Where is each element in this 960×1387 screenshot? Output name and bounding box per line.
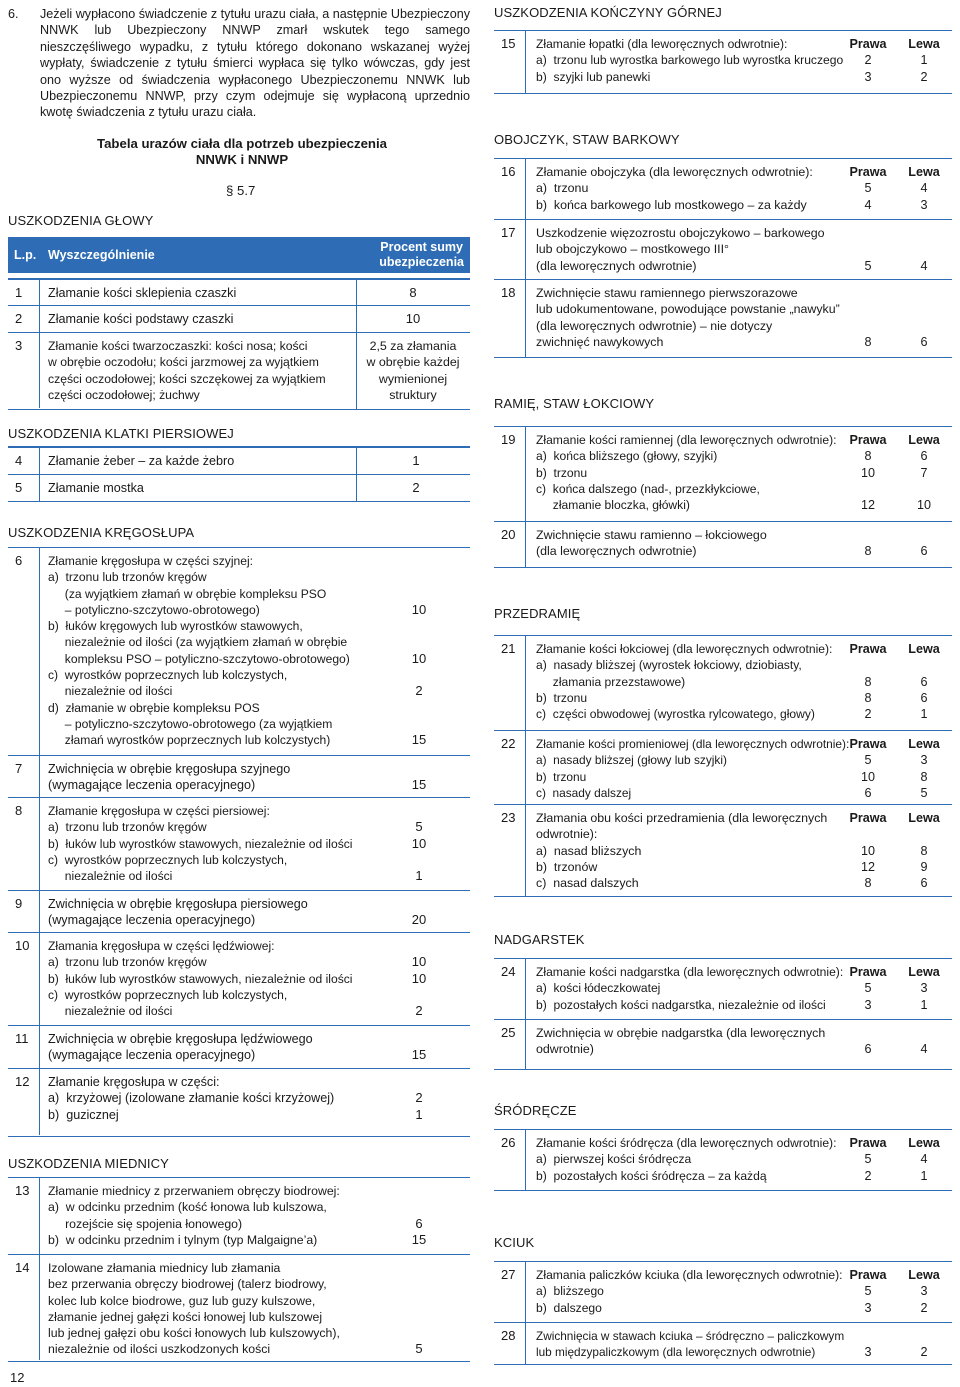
row-description: Złamanie kości nadgarstka (dla leworęcznych odwrotnie): a) kości łódeczkowatej b) pozostałych kości nadgarstka, niezależnie od ilości	[536, 965, 844, 1012]
col-prawa: Prawa	[849, 37, 887, 51]
table-row	[8, 755, 470, 797]
table-clavicle	[494, 158, 952, 358]
row-description: Złamania paliczków kciuka (dla leworęcznych odwrotnie): a) bliższego b) dalszego	[536, 1268, 843, 1315]
table-chest	[8, 446, 470, 502]
value-prawa: 8 8 2	[864, 674, 872, 722]
section-heading-upper-limb: USZKODZENIA KOŃCZYNY GÓRNEJ	[494, 5, 722, 20]
col-prawa: Prawa	[849, 965, 887, 979]
row-description: Izolowane złamania miednicy lub złamania bez przerwania obręczy biodrowej (talerz biodrowy, kolec lub kolce biodrowe, guz lub guzy kulszowe, złamanie jednej gałęzi kości łonowej lub kulszowej lub jednej gałęzi obu kości łonowych lub kulszowych), niezależnie od ilości uszkodzonych kości	[48, 1261, 340, 1357]
row-description: Zwichnięcie stawu ramienno – łokciowego (dla leworęcznych odwrotnie)	[536, 528, 767, 559]
table-row	[494, 219, 952, 279]
row-value: 2	[412, 480, 420, 495]
table-row	[494, 1262, 952, 1322]
table-forearm	[494, 635, 952, 897]
section-heading-thumb: KCIUK	[494, 1235, 535, 1250]
row-number: 25	[494, 1020, 526, 1069]
value-prawa: 8	[864, 334, 872, 349]
col-prawa: Prawa	[849, 737, 887, 751]
value-prawa: 5 10 6	[860, 753, 875, 800]
table-row	[8, 305, 470, 332]
row-number: 28	[494, 1323, 526, 1364]
table-header	[8, 237, 470, 273]
table-row	[494, 804, 952, 896]
table-row	[494, 1129, 952, 1191]
row-number: 3	[8, 333, 40, 408]
row-value: 5	[415, 1341, 423, 1357]
value-lewa: 3 8 5	[920, 753, 928, 800]
value-prawa: 10 12 8	[860, 843, 875, 891]
row-description: Zwichnięcia w stawach kciuka – śródręczno – paliczkowym lub międzypaliczkowym (dla leworęcznych odwrotnie)	[536, 1329, 845, 1360]
table-row	[8, 474, 470, 501]
section-heading-pelvis: USZKODZENIA MIEDNICY	[8, 1156, 169, 1171]
row-number: 2	[8, 306, 40, 332]
col-lewa: Lewa	[908, 433, 940, 447]
row-number: 13	[8, 1178, 40, 1254]
section-heading-arm: RAMIĘ, STAW ŁOKCIOWY	[494, 396, 655, 411]
table-row	[8, 332, 470, 408]
row-description: Zwichnięcia w obrębie kręgosłupa piersiowego (wymagające leczenia operacyjnego)	[48, 897, 308, 928]
table-row	[8, 548, 470, 755]
col-lewa: Lewa	[908, 965, 940, 979]
row-value: 15	[411, 777, 427, 793]
value-lewa: 2	[920, 1345, 928, 1360]
value-lewa: 1 2	[920, 53, 928, 84]
value-lewa: 6	[920, 334, 928, 349]
header-lp: L.p.	[14, 248, 37, 262]
row-number: 1	[8, 280, 40, 305]
table-row	[8, 932, 470, 1025]
section-heading-wrist: NADGARSTEK	[494, 932, 585, 947]
row-value: 5 10 1	[411, 819, 427, 884]
row-number: 24	[494, 959, 526, 1019]
title-line-1: Tabela urazów ciała dla potrzeb ubezpieczenia	[97, 136, 387, 151]
row-description: Złamanie kręgosłupa w części szyjnej: a) trzonu lub trzonów kręgów (za wyjątkiem złamań w obrębie kompleksu PSO – potyliczno-szczytowo-obrotowego) b) łuków kręgowych lub wyrostków stawowych, niezależnie od ilości (za wyjątkiem złamań w obrębie kompleksu PSO – potyliczno-szczytowo-obrotowego) c) wyrostków poprzecznych lub kolczystych, niezależnie od ilości d) złamanie w obrębie kompleksu POS – potyliczno-szczytowo-obrotowego (za wyjątkiem złamań wyrostków poprzecznych lub kolczystych)	[48, 554, 350, 748]
table-spine	[8, 547, 470, 1137]
row-value: 10 10 2 15	[411, 601, 427, 748]
section-heading-head: USZKODZENIA GŁOWY	[8, 213, 154, 228]
row-description: Złamanie łopatki (dla leworęcznych odwrotnie): a) trzonu lub wyrostka barkowego lub wyrostka kruczego b) szyjki lub panewki	[536, 37, 844, 84]
table-title	[82, 136, 402, 168]
row-description: Złamanie kości twarzoczaszki: kości nosa; kości w obrębie oczodołu; kości jarzmowej za wyjątkiem części oczodołowej; kości szczękowej za wyjątkiem części oczodołowej; żuchwy	[48, 339, 326, 402]
value-lewa: 8 9 6	[920, 843, 928, 891]
value-lewa: 4 3	[920, 181, 928, 212]
row-number: 20	[494, 522, 526, 567]
row-description: Złamanie obojczyka (dla leworęcznych odwrotnie): a) trzonu b) końca barkowego lub mostkowego – za każdy	[536, 165, 813, 212]
row-number: 15	[494, 31, 526, 93]
table-row	[8, 1254, 470, 1360]
section-heading-metacarpus: ŚRÓDRĘCZE	[494, 1103, 577, 1118]
value-lewa: 6 6 1	[920, 674, 928, 722]
intro-paragraph	[8, 6, 470, 121]
row-description: Złamanie kości łokciowej (dla leworęcznych odwrotnie): a) nasady bliższej (wyrostek łokciowy, dziobiasty, złamania przezstawowe) b) trzonu c) części obwodowej (wyrostka rylcowatego, głowy)	[536, 642, 833, 722]
table-row	[494, 30, 952, 94]
col-lewa: Lewa	[908, 1268, 940, 1282]
paragraph-reference: § 5.7	[226, 183, 256, 198]
row-number: 21	[494, 636, 526, 730]
value-lewa: 3 1	[920, 981, 928, 1012]
table-row	[494, 427, 952, 521]
table-row	[494, 959, 952, 1019]
value-prawa: 8 10 12	[860, 449, 875, 513]
row-value: 2,5 za złamania w obrębie każdej wymienionej struktury	[366, 339, 460, 402]
table-row	[494, 279, 952, 357]
header-percent-line2: ubezpieczenia	[379, 255, 464, 269]
row-value: 15	[411, 1047, 427, 1063]
table-pelvis	[8, 1177, 470, 1362]
section-heading-chest: USZKODZENIA KLATKI PIERSIOWEJ	[8, 426, 234, 441]
row-description: Złamanie miednicy z przerwaniem obręczy biodrowej: a) w odcinku przednim (kość łonowa lub kulszowa, rozejście się spojenia łonowego) b) w odcinku przednim i tylnym (typ Malgaigne’a)	[48, 1184, 340, 1247]
row-description: Zwichnięcie stawu ramiennego pierwszorazowe lub udokumentowane, powodujące powstanie „nawyku” (dla leworęcznych odwrotnie) – nie dotyczy zwichnięć nawykowych	[536, 286, 840, 349]
row-number: 22	[494, 731, 526, 804]
row-description: Złamanie żeber – za każde żebro	[48, 454, 235, 468]
section-heading-forearm: PRZEDRAMIĘ	[494, 606, 581, 621]
row-number: 14	[8, 1255, 40, 1360]
table-row	[494, 1322, 952, 1364]
col-prawa: Prawa	[849, 165, 887, 179]
row-number: 19	[494, 427, 526, 521]
table-row	[494, 1019, 952, 1069]
value-prawa: 5 3	[864, 1284, 872, 1315]
page-number: 12	[10, 1370, 25, 1385]
row-number: 4	[8, 448, 40, 474]
row-description: Złamanie kości promieniowej (dla leworęcznych odwrotnie): a) nasady bliższej (głowy lub szyjki) b) trzonu c) nasady dalszej	[536, 737, 850, 800]
col-lewa: Lewa	[908, 165, 940, 179]
row-description: Złamania obu kości przedramienia (dla leworęcznych odwrotnie): a) nasad bliższych b) trzonów c) nasad dalszych	[536, 811, 828, 891]
row-number: 9	[8, 891, 40, 932]
value-lewa: 4 1	[920, 1152, 928, 1183]
section-heading-spine: USZKODZENIA KRĘGOSŁUPA	[8, 525, 195, 540]
col-prawa: Prawa	[849, 642, 887, 656]
row-number: 8	[8, 798, 40, 890]
row-description: Złamanie kości śródręcza (dla leworęcznych odwrotnie): a) pierwszej kości śródręcza b) pozostałych kości śródręcza – za każdą	[536, 1136, 837, 1183]
row-value: 10 10 2	[411, 954, 427, 1019]
row-number: 16	[494, 159, 526, 219]
row-description: Złamanie kości sklepienia czaszki	[48, 286, 237, 300]
row-number: 26	[494, 1130, 526, 1190]
row-description: Złamanie kości ramiennej (dla leworęcznych odwrotnie): a) końca bliższego (głowy, szyjki) b) trzonu c) końca dalszego (nad-, przezkłykciowe, złamanie bloczka, główki)	[536, 433, 837, 513]
row-number: 5	[8, 475, 40, 501]
table-row	[8, 890, 470, 932]
row-description: Złamanie kości podstawy czaszki	[48, 312, 234, 326]
value-lewa: 4	[920, 1042, 928, 1057]
row-description: Złamania kręgosłupa w części lędźwiowej: a) trzonu lub trzonów kręgów b) łuków lub wyrostków stawowych, niezależnie od ilości c) wyrostków poprzecznych lub kolczystych, niezależnie od ilości	[48, 939, 353, 1019]
row-number: 18	[494, 280, 526, 357]
row-value: 20	[411, 912, 427, 928]
table-wrist	[494, 958, 952, 1070]
col-lewa: Lewa	[908, 1136, 940, 1150]
col-prawa: Prawa	[849, 433, 887, 447]
row-number: 17	[494, 220, 526, 279]
value-prawa: 3	[864, 1345, 872, 1360]
header-description: Wyszczególnienie	[48, 248, 155, 262]
row-description: Zwichnięcia w obrębie nadgarstka (dla leworęcznych odwrotnie)	[536, 1026, 826, 1057]
row-value: 1	[412, 453, 420, 468]
row-number: 11	[8, 1026, 40, 1068]
row-value: 2 1	[415, 1090, 423, 1122]
value-lewa: 3 2	[920, 1284, 928, 1315]
col-lewa: Lewa	[908, 737, 940, 751]
row-number: 6	[8, 548, 40, 755]
row-value: 10	[405, 311, 421, 326]
row-number: 27	[494, 1262, 526, 1322]
row-description: Złamanie kręgosłupa w części: a) krzyżowej (izolowane złamanie kości krzyżowej) b) guzicznej	[48, 1075, 335, 1122]
row-number: 12	[8, 1069, 40, 1135]
table-head	[8, 278, 470, 410]
table-row	[494, 159, 952, 219]
col-lewa: Lewa	[908, 642, 940, 656]
row-value: 6 15	[411, 1215, 427, 1247]
col-prawa: Prawa	[849, 1136, 887, 1150]
value-prawa: 5 3	[864, 981, 872, 1012]
value-prawa: 8	[864, 544, 872, 559]
section-heading-clavicle: OBOJCZYK, STAW BARKOWY	[494, 132, 680, 147]
col-lewa: Lewa	[908, 37, 940, 51]
value-lewa: 6 7 10	[916, 449, 931, 513]
row-description: Uszkodzenie więzozrostu obojczykowo – barkowego lub obojczykowo – mostkowego III° (dla leworęcznych odwrotnie)	[536, 226, 825, 273]
table-row	[494, 730, 952, 804]
table-row	[8, 447, 470, 474]
value-prawa: 5 2	[864, 1152, 872, 1183]
intro-number: 6.	[8, 7, 19, 21]
header-percent	[379, 240, 464, 270]
table-thumb	[494, 1261, 952, 1365]
row-description: Złamanie kręgosłupa w części piersiowej: a) trzonu lub trzonów kręgów b) łuków lub wyrostków stawowych, niezależnie od ilości c) wyrostków poprzecznych lub kolczystych, niezależnie od ilości	[48, 804, 353, 884]
value-prawa: 5	[864, 258, 872, 273]
table-arm	[494, 426, 952, 568]
table-row	[8, 797, 470, 890]
row-description: Zwichnięcia w obrębie kręgosłupa szyjnego (wymagające leczenia operacyjnego)	[48, 762, 291, 793]
row-number: 10	[8, 933, 40, 1025]
value-prawa: 2 3	[864, 53, 872, 84]
row-number: 23	[494, 805, 526, 896]
value-prawa: 6	[864, 1042, 872, 1057]
intro-text: Jeżeli wypłacono świadczenie z tytułu urazu ciała, a następnie Ubezpieczony NNWK lub Ubezpieczony NNWP zmarł wskutek tego samego nieszczęśliwego wypadku, z tytułu którego dokonano wskazanej wyżej wypłaty, świadczenie z tytułu śmierci wypłaca się tylko wówczas, gdy jest ono wyższe od świadczenia wypłaconego Ubezpieczonemu NNWK lub Ubezpieczonemu NNWP, przy czym odejmuje się wypłaconą uprzednio kwotę świadczenia z tytułu urazu ciała.	[40, 7, 470, 120]
table-row	[8, 279, 470, 305]
col-prawa: Prawa	[849, 811, 887, 825]
table-row	[494, 521, 952, 567]
value-lewa: 4	[920, 258, 928, 273]
row-number: 7	[8, 756, 40, 797]
row-value: 8	[409, 285, 417, 300]
col-lewa: Lewa	[908, 811, 940, 825]
row-description: Zwichnięcia w obrębie kręgosłupa lędźwiowego (wymagające leczenia operacyjnego)	[48, 1032, 313, 1063]
table-row	[8, 1025, 470, 1068]
col-prawa: Prawa	[849, 1268, 887, 1282]
row-description: Złamanie mostka	[48, 481, 144, 495]
title-line-2: NNWK i NNWP	[195, 152, 289, 167]
table-row	[494, 636, 952, 730]
value-lewa: 6	[920, 544, 928, 559]
header-percent-line1: Procent sumy	[380, 240, 463, 254]
table-row	[8, 1178, 470, 1254]
value-prawa: 5 4	[864, 181, 872, 212]
table-row	[8, 1068, 470, 1135]
